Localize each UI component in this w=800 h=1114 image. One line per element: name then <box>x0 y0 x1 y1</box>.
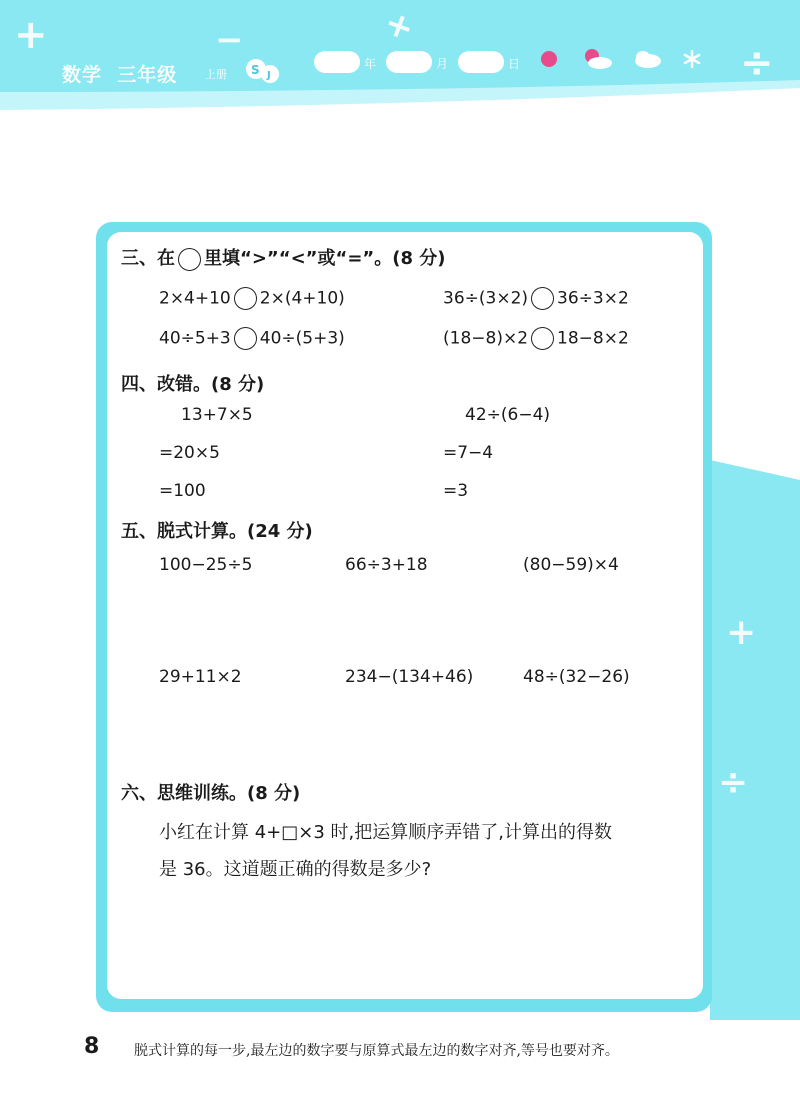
footer-tip: 脱式计算的每一步,最左边的数字要与原算式最左边的数字对齐,等号也要对齐。 <box>134 1043 619 1059</box>
section6-title: 六、思维训练。(8 分) <box>121 783 301 804</box>
subject-title: 数学 三年级 <box>62 64 178 86</box>
error-step: =20×5 <box>159 443 220 463</box>
plus-decoration-icon: + <box>379 2 420 50</box>
volume-label: 上册 <box>205 68 227 81</box>
day-field[interactable] <box>458 51 504 73</box>
calc-problem: (80−59)×4 <box>523 555 619 575</box>
error-step: =3 <box>443 481 469 501</box>
section5-title: 五、脱式计算。(24 分) <box>121 521 313 542</box>
word-problem-line: 是 36。这道题正确的得数是多少? <box>159 859 432 880</box>
calc-problem: 66÷3+18 <box>345 555 428 575</box>
word-problem-line: 小红在计算 4+□×3 时,把运算顺序弄错了,计算出的得数 <box>159 822 612 843</box>
sunny-icon[interactable] <box>538 44 560 74</box>
month-label: 月 <box>436 57 449 71</box>
answer-circle[interactable] <box>234 287 257 310</box>
section4-title: 四、改错。(8 分) <box>121 374 265 395</box>
divide-decoration-icon: ÷ <box>740 40 774 86</box>
comparison-item: 36÷(3×2) 36÷3×2 <box>443 288 629 309</box>
snow-icon[interactable] <box>680 44 704 74</box>
answer-circle[interactable] <box>531 327 554 350</box>
cloudy-icon[interactable] <box>630 44 664 74</box>
minus-decoration-icon: − <box>215 20 244 60</box>
year-field[interactable] <box>314 51 360 73</box>
section3-title: 三、在 里填“>”“<”或“=”。(8 分) <box>121 248 446 269</box>
sj-edition-logo <box>242 56 286 86</box>
circle-icon <box>178 248 201 271</box>
plus-decoration-icon: + <box>14 12 48 58</box>
calc-problem: 100−25÷5 <box>159 555 253 575</box>
year-label: 年 <box>364 57 377 71</box>
error-step: =7−4 <box>443 443 494 463</box>
svg-text:J: J <box>267 70 271 81</box>
page-number: 8 <box>84 1034 100 1059</box>
answer-circle[interactable] <box>531 287 554 310</box>
error-step: =100 <box>159 481 206 501</box>
day-label: 日 <box>508 57 521 71</box>
calc-problem: 234−(134+46) <box>345 667 474 687</box>
divide-decoration-icon: ÷ <box>718 762 749 803</box>
comparison-item: 2×4+10 2×(4+10) <box>159 288 345 309</box>
partly-cloudy-icon[interactable] <box>580 44 614 74</box>
month-field[interactable] <box>386 51 432 73</box>
error-step: 13+7×5 <box>181 405 253 425</box>
plus-decoration-icon: + <box>726 612 757 653</box>
error-step: 42÷(6−4) <box>465 405 551 425</box>
calc-problem: 48÷(32−26) <box>523 667 630 687</box>
comparison-item: 40÷5+3 40÷(5+3) <box>159 328 345 349</box>
comparison-item: (18−8)×2 18−8×2 <box>443 328 629 349</box>
answer-circle[interactable] <box>234 327 257 350</box>
svg-text:S: S <box>251 63 260 77</box>
calc-problem: 29+11×2 <box>159 667 242 687</box>
